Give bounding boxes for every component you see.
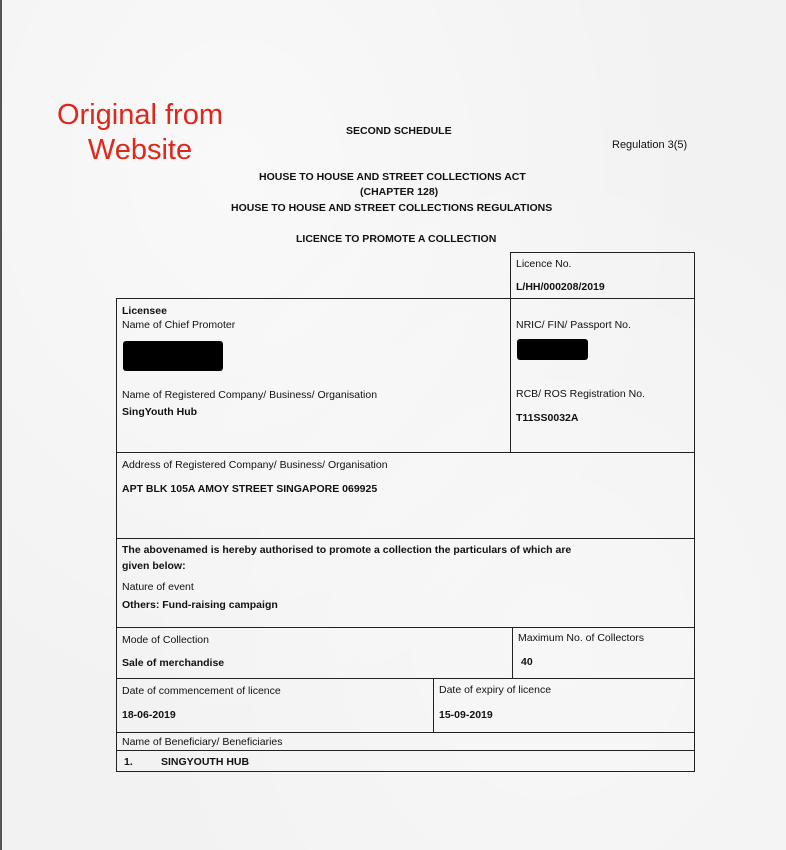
beneficiary-name: SINGYOUTH HUB xyxy=(161,756,250,768)
company-value: SingYouth Hub xyxy=(122,406,198,418)
chapter-ref: (CHAPTER 128) xyxy=(360,186,439,198)
company-label: Name of Registered Company/ Business/ Organisation xyxy=(122,389,378,401)
row-divider-authorisation xyxy=(116,538,695,539)
rcb-value: T11SS0032A xyxy=(516,412,579,424)
authorisation-line-1: The abovenamed is hereby authorised to promote a collection the particulars of which are xyxy=(122,544,572,556)
row-divider-beneficiary-list xyxy=(116,750,695,751)
row-divider-dates xyxy=(116,678,695,679)
beneficiary-number: 1. xyxy=(124,756,133,768)
regulation-ref: Regulation 3(5) xyxy=(612,139,688,151)
expiry-value: 15-09-2019 xyxy=(439,709,493,721)
licensee-divider xyxy=(510,298,511,453)
commence-label: Date of commencement of licence xyxy=(122,685,281,697)
watermark-line-1: Original from xyxy=(57,99,223,131)
id-label: NRIC/ FIN/ Passport No. xyxy=(516,319,631,331)
watermark-line-2: Website xyxy=(87,134,193,166)
watermark xyxy=(30,98,250,168)
act-title: HOUSE TO HOUSE AND STREET COLLECTIONS ACT xyxy=(259,171,526,183)
chief-promoter-label: Name of Chief Promoter xyxy=(122,319,236,331)
page-edge xyxy=(0,0,2,850)
nature-value: Others: Fund-raising campaign xyxy=(122,599,278,611)
row-divider-collection xyxy=(116,627,695,628)
expiry-label: Date of expiry of licence xyxy=(439,684,552,696)
regulations-title: HOUSE TO HOUSE AND STREET COLLECTIONS REGULATIONS xyxy=(231,202,553,214)
licence-no-value: L/HH/000208/2019 xyxy=(516,281,605,293)
row-divider-beneficiary xyxy=(116,732,695,733)
address-label: Address of Registered Company/ Business/ Organisation xyxy=(122,459,388,471)
row-divider-address xyxy=(116,452,695,453)
rcb-label: RCB/ ROS Registration No. xyxy=(516,388,645,400)
nature-label: Nature of event xyxy=(122,581,194,593)
beneficiary-label: Name of Beneficiary/ Beneficiaries xyxy=(122,736,283,748)
max-collectors-value: 40 xyxy=(521,656,533,668)
address-value: APT BLK 105A AMOY STREET SINGAPORE 069925 xyxy=(122,483,378,495)
redacted-id xyxy=(517,339,588,360)
licence-title: LICENCE TO PROMOTE A COLLECTION xyxy=(296,233,497,245)
licence-no-label: Licence No. xyxy=(516,258,572,270)
schedule-title: SECOND SCHEDULE xyxy=(346,125,452,137)
mode-label: Mode of Collection xyxy=(122,634,209,646)
authorisation-line-2: given below: xyxy=(122,560,186,572)
collection-divider xyxy=(512,627,513,678)
dates-divider xyxy=(433,678,434,732)
redacted-name xyxy=(123,341,223,371)
commence-value: 18-06-2019 xyxy=(122,709,176,721)
mode-value: Sale of merchandise xyxy=(122,657,225,669)
licensee-heading: Licensee xyxy=(122,305,167,317)
max-collectors-label: Maximum No. of Collectors xyxy=(518,632,645,644)
